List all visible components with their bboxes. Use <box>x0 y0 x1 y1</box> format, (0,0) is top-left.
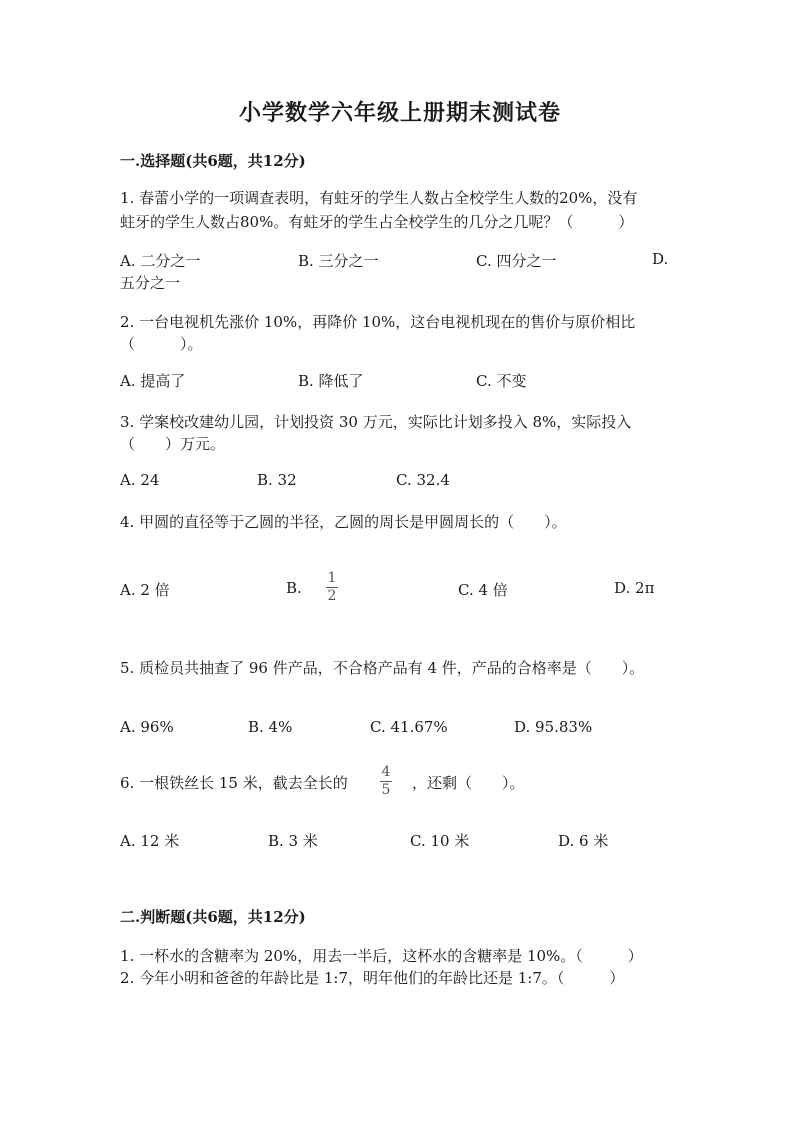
q1-option-a: A. 二分之一 <box>120 252 201 270</box>
q6-option-d: D. 6 米 <box>558 832 609 850</box>
question-2-line-1: 2. 一台电视机先涨价 10%，再降价 10%，这台电视机现在的售价与原价相比 <box>120 313 636 331</box>
question-6-text-after: ，还剩（ ）。 <box>412 774 525 792</box>
q6-option-a: A. 12 米 <box>120 832 180 850</box>
question-3-line-2: （ ）万元。 <box>120 435 226 453</box>
q6-option-c: C. 10 米 <box>410 832 470 850</box>
q2-option-c: C. 不变 <box>476 372 527 390</box>
q1-option-c: C. 四分之一 <box>476 252 557 270</box>
q4-fraction <box>326 571 338 604</box>
q3-option-b: B. 32 <box>257 471 297 489</box>
q5-option-a: A. 96% <box>120 718 174 736</box>
question-2-line-2: （ ）。 <box>120 335 203 353</box>
section-heading-choice: 一.选择题(共6题，共12分) <box>120 152 306 170</box>
q2-option-a: A. 提高了 <box>120 372 186 390</box>
page-title: 小学数学六年级上册期末测试卷 <box>238 100 561 126</box>
q4-fraction-numerator: 1 <box>327 570 337 586</box>
q1-option-d: D. <box>652 250 669 268</box>
question-1-line-1: 1. 春蕾小学的一项调查表明，有蛀牙的学生人数占全校学生人数的20%，没有 <box>120 189 638 207</box>
q6-fraction-numerator: 4 <box>381 764 391 780</box>
q1-option-b: B. 三分之一 <box>298 252 379 270</box>
q6-option-b: B. 3 米 <box>268 832 318 850</box>
question-4-line-1: 4. 甲圆的直径等于乙圆的半径，乙圆的周长是甲圆周长的（ ）。 <box>120 513 567 531</box>
q2-option-b: B. 降低了 <box>298 372 364 390</box>
question-6-text-before: 6. 一根铁丝长 15 米，截去全长的 <box>120 774 348 792</box>
q4-option-b: B. <box>286 579 302 597</box>
q4-option-c: C. 4 倍 <box>458 581 508 599</box>
question-1-line-2: 蛀牙的学生人数占80%。有蛀牙的学生占全校学生的几分之几呢？（ ） <box>120 213 634 231</box>
question-3-line-1: 3. 学案校改建幼儿园，计划投资 30 万元，实际比计划多投入 8%，实际投入 <box>120 413 632 431</box>
q5-option-d: D. 95.83% <box>514 718 593 736</box>
tf-question-1: 1. 一杯水的含糖率为 20%，用去一半后，这杯水的含糖率是 10%。（ ） <box>120 947 643 965</box>
q6-fraction-denominator: 5 <box>381 782 391 798</box>
q5-option-b: B. 4% <box>248 718 293 736</box>
question-5-line-1: 5. 质检员共抽查了 96 件产品，不合格产品有 4 件，产品的合格率是（ ）。 <box>120 659 645 677</box>
tf-question-2: 2. 今年小明和爸爸的年龄比是 1:7，明年他们的年龄比还是 1:7。（ ） <box>120 969 625 987</box>
q5-option-c: C. 41.67% <box>370 718 448 736</box>
q4-option-a: A. 2 倍 <box>120 581 170 599</box>
q6-fraction <box>380 765 392 798</box>
section-heading-true-false: 二.判断题(共6题，共12分) <box>120 908 306 926</box>
q3-option-c: C. 32.4 <box>396 471 450 489</box>
q3-option-a: A. 24 <box>120 471 160 489</box>
q1-option-d-text: 五分之一 <box>120 274 181 292</box>
q4-fraction-denominator: 2 <box>327 588 337 604</box>
q4-option-d: D. 2π <box>614 579 655 597</box>
